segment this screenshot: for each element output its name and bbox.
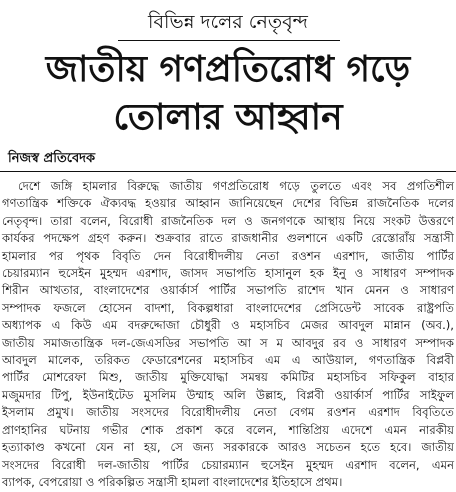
body-line: নেতৃবৃন্দ। তারা বলেন, বিরোধী রাজনৈতিক দল ও জনগণকে আস্থায় নিয়ে সংকট উত্তরণে (2, 213, 454, 228)
body-line: মজুমদার টিপু, ইউনাইটেড মুসলিম উম্মাহ অলি উল্লাহ, বিপ্লবী ওয়ার্কার্স পার্টির সাইফুল (2, 387, 454, 402)
body-line: হামলার পর পৃথক বিবৃতি দেন বিরোধীদলীয় নেতা রওশন এরশাদ, জাতীয় পার্টির (2, 248, 454, 263)
body-line: সংসদের বিরোধী দল-জাতীয় পার্টির চেয়ারম্যান হুসেইন মুহম্মদ এরশাদ বলেন, এমন (2, 457, 454, 472)
body-line: প্রাণহানির ঘটনায় গভীর শোক প্রকাশ করে বলেন, শান্তিপ্রিয় এদেশে এমন নারকীয় (2, 422, 454, 437)
body-line: আবদুল মালেক, তরিকত ফেডারেশনের মহাসচিব এম এ আউয়াল, গণতান্ত্রিক বিপ্লবী (2, 353, 454, 368)
kicker-underline (118, 40, 340, 41)
body-line: চেয়ারম্যান হুসেইন মুহম্মদ এরশাদ, জাসদ সভাপতি হাসানুল হক ইনু ও সাধারণ সম্পাদক (2, 266, 454, 281)
byline-divider (0, 171, 456, 172)
headline-line: তোলার আহ্বান (113, 97, 343, 138)
body-line: শিরীন আখতার, বাংলাদেশের ওয়ার্কার্স পার্টির সভাপতি রাশেদ খান মেনন ও সাধারণ (2, 283, 454, 298)
body-line: গণতান্ত্রিক শক্তিকে ঐক্যবদ্ধ হওয়ার আহ্বান জানিয়েছেন দেশের বিভিন্ন রাজনৈতিক দলের (2, 196, 454, 211)
body-line: দেশে জঙ্গি হামলার বিরুদ্ধে জাতীয় গণপ্রতিরোধ গড়ে তুলতে এবং সব প্রগতিশীল (18, 179, 454, 193)
body-line: ইসলাম প্রমুখ। জাতীয় সংসদের বিরোধীদলীয় নেতা বেগম রওশন এরশাদ বিবৃতিতে (2, 405, 454, 420)
byline: নিজস্ব প্রতিবেদক (8, 151, 96, 166)
article-body (0, 178, 456, 491)
body-line: হত্যাকাণ্ড কখনো যেন না হয়, সে জন্য সরকারকে আরও সচেতন হতে হবে। জাতীয় (2, 440, 454, 455)
kicker: বিভিন্ন দলের নেতৃবৃন্দ (148, 11, 308, 33)
body-line: জাতীয় সমাজতান্ত্রিক দল-জেএসডির সভাপতি আ স ম আবদুর রব ও সাধারণ সম্পাদক (2, 335, 454, 350)
headline (0, 46, 456, 142)
body-line: সম্পাদক ফজলে হোসেন বাদশা, বিকল্পধারা বাংলাদেশের প্রেসিডেন্ট সাবেক রাষ্ট্রপতি (2, 300, 454, 315)
body-line: কার্যকর পদক্ষেপ গ্রহণ করুন। শুক্রবার রাতে রাজধানীর গুলশানে একটি রেস্তোরাঁয় সন্ত্রাসী (2, 231, 454, 246)
headline-line: জাতীয় গণপ্রতিরোধ গড়ে (45, 49, 411, 90)
body-line: ব্যাপক, বেপরোয়া ও পরিকল্পিত সন্ত্রাসী হামলা বাংলাদেশের ইতিহাসে প্রথম। (2, 474, 343, 489)
body-line: পার্টির মোশরেফা মিশু, জাতীয় মুক্তিযোদ্ধা সমন্বয় কমিটির মহাসচিব সফিকুল বাহার (2, 370, 454, 385)
body-line: অধ্যাপক এ কিউ এম বদরুদ্দোজা চৌধুরী ও মহাসচিব মেজর আবদুল মান্নান (অব.), (2, 318, 454, 333)
